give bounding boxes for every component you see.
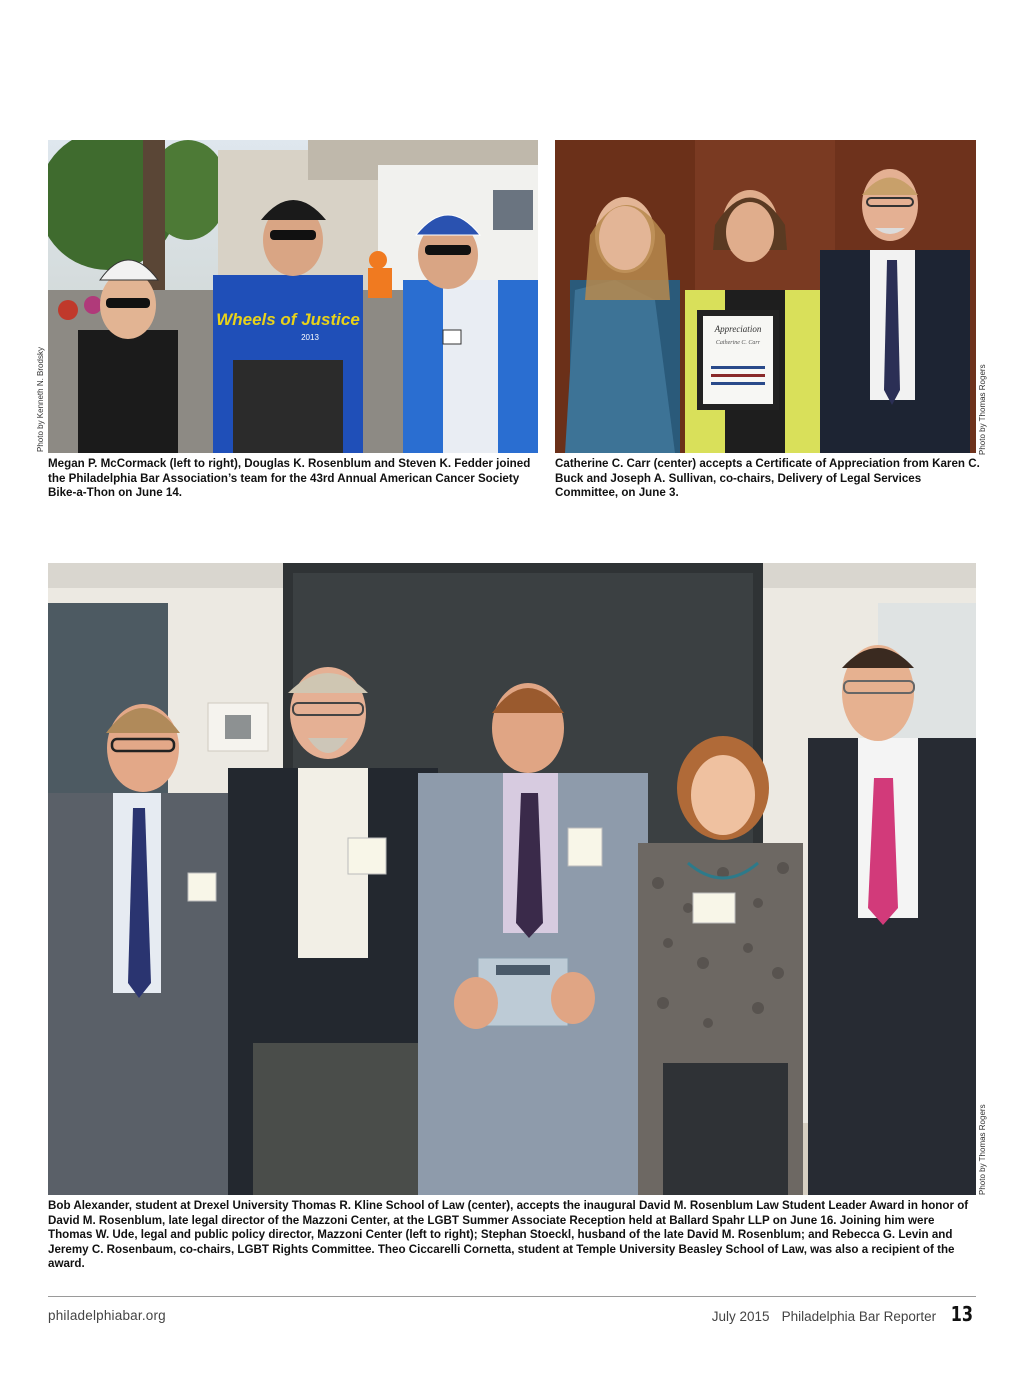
photo-student-leader-award: [48, 563, 976, 1195]
photo-credit-award: Photo by Thomas Rogers: [978, 1104, 987, 1195]
certificate-name: Catherine C. Carr: [715, 340, 761, 346]
footer-date: July 2015: [711, 1309, 770, 1324]
footer-publication: Philadelphia Bar Reporter: [781, 1309, 937, 1324]
caption-student-leader-award: Bob Alexander, student at Drexel University Thomas R. Kline School of Law (center), accepts the inaugural David M. Rosenblum Law Student Leader Award in honor of David M. Rosenblum, late legal director of the Mazzoni Center, at the LGBT Summer Associate Reception held at Ballard Spahr LLP on June 16. Joining him were Thomas W. Ude, legal and public policy director, Mazzoni Center (left to right); Stephan Stoeckl, husband of the late David M. Rosenblum; and Rebecca G. Levin and Jeremy C. Rosenbaum, co-chairs, LGBT Rights Committee. Theo Ciccarelli Cornetta, student at Temple University Beasley School of Law, was also a recipient of the award.: [48, 1199, 969, 1271]
photo-certificate-of-appreciation: [555, 140, 976, 453]
jersey-year: 2013: [301, 333, 319, 342]
caption-bike-a-thon: Megan P. McCormack (left to right), Douglas K. Rosenblum and Steven K. Fedder joined the Philadelphia Bar Association’s team for the 43rd Annual American Cancer Society Bike-a-Thon on June 14.: [48, 457, 531, 500]
footer-website: philadelphiabar.org: [48, 1308, 166, 1323]
caption-certificate-of-appreciation: Catherine C. Carr (center) accepts a Certificate of Appreciation from Karen C. Buck and Joseph A. Sullivan, co-chairs, Delivery of Legal Services Committee, on June 3.: [555, 457, 980, 500]
photo-bike-a-thon: [48, 140, 538, 453]
photo-credit-bike-a-thon: Photo by Kenneth N. Brodsky: [36, 347, 45, 452]
footer-issue-info: [712, 1302, 976, 1326]
jersey-text: Wheels of Justice: [216, 310, 360, 329]
certificate-title: Appreciation: [714, 324, 762, 334]
photo-credit-certificate: Photo by Thomas Rogers: [978, 364, 987, 455]
page-number: 13: [950, 1302, 974, 1326]
footer-divider: [48, 1296, 976, 1297]
